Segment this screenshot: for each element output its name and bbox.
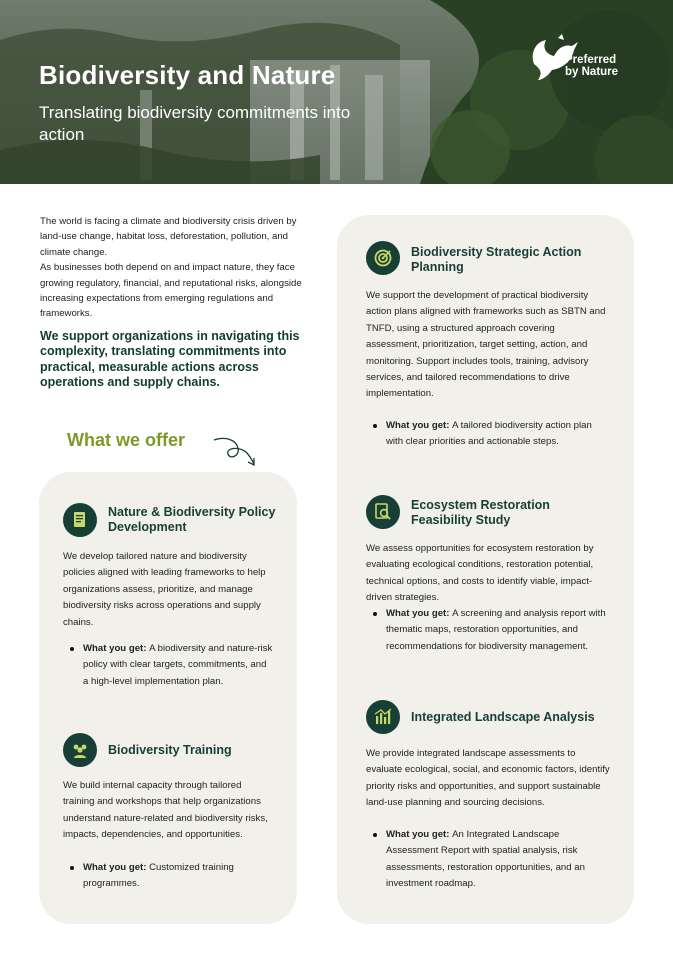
service-deliverable-landscape bbox=[386, 827, 611, 893]
deliverable-text: An Integrated Landscape Assessment Report with spatial analysis, risk assessments, restoration opportunities, and an investment roadmap. bbox=[386, 829, 585, 890]
service-title-policy: Nature & Biodiversity Policy Development bbox=[108, 505, 276, 534]
service-deliverable-training bbox=[83, 860, 273, 893]
deliverable-label: What you get: bbox=[386, 420, 453, 431]
service-deliverable-action-planning bbox=[386, 418, 606, 451]
people-icon bbox=[63, 733, 97, 767]
logo-line-1: Preferred bbox=[565, 54, 617, 66]
service-body-action-planning: We support the development of practical biodiversity action plans aligned with frameworks such as SBTN and TNFD, using a structured approach covering assessment, prioritization, target setting, action, and monitoring. Support includes tools, training, advisory services, and tailored recommendations to drive implementation. bbox=[366, 290, 606, 400]
service-title-restoration: Ecosystem Restoration Feasibility Study bbox=[411, 498, 550, 527]
bullet-dot bbox=[373, 612, 377, 616]
deliverable-label: What you get: bbox=[386, 608, 453, 619]
page-subtitle: Translating biodiversity commitments into action bbox=[39, 103, 351, 144]
intro-paragraph-1: The world is facing a climate and biodiversity crisis driven by land-use change, habitat loss, deforestation, pollution, and climate change. bbox=[40, 216, 297, 258]
report-magnifier-icon bbox=[366, 495, 400, 529]
deliverable-text: A screening and analysis report with thematic maps, restoration opportunities, and recommendations for biodiversity management. bbox=[386, 608, 606, 652]
services-card-left bbox=[39, 472, 297, 924]
service-body-restoration: We assess opportunities for ecosystem restoration by evaluating ecological conditions, restoration potential, technical options, and costs to identify viable, impact-driven strategies. bbox=[366, 543, 594, 604]
bullet-dot bbox=[70, 866, 74, 870]
bullet-dot bbox=[373, 833, 377, 837]
services-card-right bbox=[337, 215, 634, 924]
intro-paragraph-2: As businesses both depend on and impact nature, they face growing regulatory, financial, and reputational risks, alongside increasing expectations from emerging regulations and frameworks. bbox=[40, 262, 302, 320]
service-body-policy: We develop tailored nature and biodiversity policies aligned with leading frameworks to help organizations assess, prioritize, and manage biodiversity risks across operations and supply chains. bbox=[63, 551, 266, 628]
service-title-training: Biodiversity Training bbox=[108, 743, 232, 757]
curved-arrow-icon bbox=[212, 434, 258, 468]
service-title-landscape: Integrated Landscape Analysis bbox=[411, 710, 595, 724]
deliverable-label: What you get: bbox=[83, 643, 150, 654]
bullet-dot bbox=[373, 424, 377, 428]
intro-highlight: We support organizations in navigating this complexity, translating commitments into practical, measurable actions across operations and supply chains. bbox=[40, 329, 300, 390]
service-title-action-planning: Biodiversity Strategic Action Planning bbox=[411, 245, 582, 274]
waterfall-forest-image bbox=[0, 0, 673, 184]
deliverable-text: A biodiversity and nature-risk policy with clear targets, commitments, and a high-level implementation plan. bbox=[83, 643, 273, 687]
section-title-what-we-offer: What we offer bbox=[67, 430, 186, 450]
deliverable-label: What you get: bbox=[386, 829, 453, 840]
service-deliverable-policy bbox=[83, 641, 273, 690]
service-body-landscape: We provide integrated landscape assessments to evaluate ecological, social, and economic factors, identify priority risks and opportunities, and support sustainable land-use planning and sourcing decisions. bbox=[366, 748, 610, 809]
service-body-training: We build internal capacity through tailored training and workshops that help organizations understand nature-related and biodiversity risks, impacts, dependencies, and opportunities. bbox=[63, 780, 268, 841]
intro-text bbox=[40, 214, 312, 322]
bullet-dot bbox=[70, 647, 74, 651]
document-icon bbox=[63, 503, 97, 537]
hero-banner bbox=[0, 0, 673, 184]
landscape-chart-icon bbox=[366, 700, 400, 734]
deliverable-label: What you get: bbox=[83, 862, 150, 873]
logo-line-2: by Nature bbox=[565, 66, 619, 78]
target-icon bbox=[366, 241, 400, 275]
service-deliverable-restoration bbox=[386, 606, 606, 655]
deliverable-text: Customized training programmes. bbox=[83, 862, 234, 890]
deliverable-text: A tailored biodiversity action plan with clear priorities and actionable steps. bbox=[386, 420, 592, 448]
page-title: Biodiversity and Nature bbox=[39, 60, 336, 90]
logo-wordmark bbox=[565, 54, 618, 78]
